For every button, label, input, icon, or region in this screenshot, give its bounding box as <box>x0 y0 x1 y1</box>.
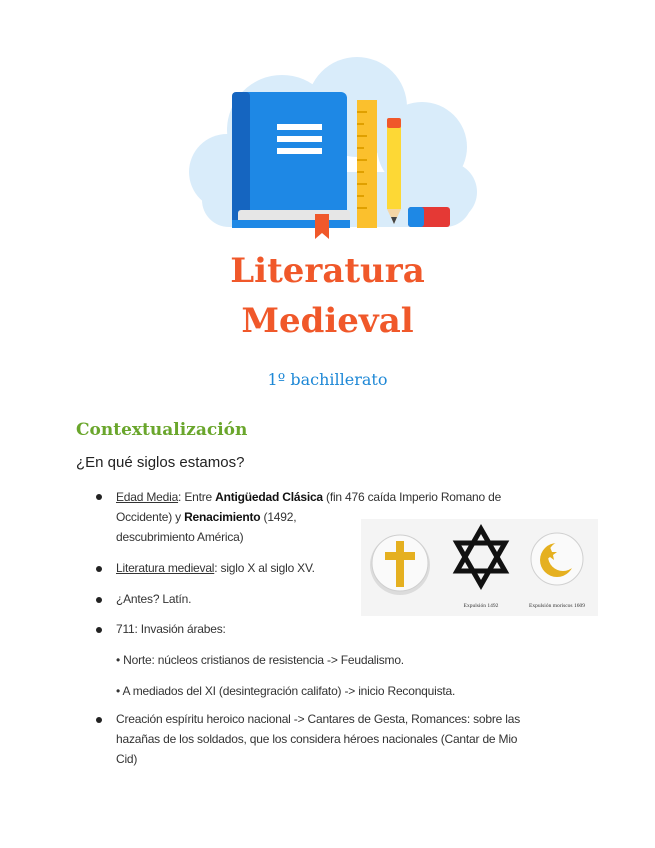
book-icon <box>232 92 350 239</box>
bullet-dot <box>96 627 102 633</box>
section-heading: Contextualización <box>76 420 248 440</box>
book-illustration <box>172 52 482 242</box>
caption-star: Expulsión 1492 <box>463 603 499 609</box>
text-fragment: : siglo X al siglo XV. <box>214 561 315 575</box>
bullet-line: Creación espíritu heroico nacional -> Cantares de Gesta, Romances: sobre las <box>116 712 521 726</box>
bullet-antes: ¿Antes? Latín. <box>116 592 192 606</box>
crescent-icon <box>531 533 583 585</box>
title-line-1: Literatura <box>230 251 425 291</box>
title-line-2: Medieval <box>241 301 414 341</box>
pencil-icon <box>387 118 401 224</box>
bullet-line: descubrimiento América) <box>116 530 244 544</box>
sub-bullet-reconquista: • A mediados del XI (desintegración califato) -> inicio Reconquista. <box>116 684 456 698</box>
religious-symbols-image <box>361 519 598 616</box>
term-edad-media: Edad Media <box>116 490 179 504</box>
question-text: ¿En qué siglos estamos? <box>76 454 245 471</box>
bullet-dot <box>96 717 102 723</box>
text-fragment: : Entre <box>178 490 216 504</box>
bullet-line: hazañas de los soldados, que los considera héroes nacionales (Cantar de Mio <box>116 732 518 746</box>
bullet-literatura-medieval <box>116 558 315 578</box>
eraser-icon <box>408 207 450 227</box>
subtitle: 1º bachillerato <box>267 370 388 389</box>
text-fragment: Occidente) y <box>116 510 185 524</box>
cross-icon <box>370 535 430 595</box>
bullet-dot <box>96 494 102 500</box>
bullet-dot <box>96 597 102 603</box>
bold-renacimiento: Renacimiento <box>184 510 261 524</box>
bullet-dot <box>96 566 102 572</box>
text-fragment: (1492, <box>260 510 297 524</box>
bullet-invasion: 711: Invasión árabes: <box>116 622 226 636</box>
caption-crescent: Expulsión moriscos 1609 <box>529 603 585 609</box>
text-fragment: (fin 476 caída Imperio Romano de <box>322 490 502 504</box>
bold-antiguedad: Antigüedad Clásica <box>215 490 323 504</box>
bullet-line: Cid) <box>116 752 138 766</box>
term-literatura-medieval: Literatura medieval <box>116 561 215 575</box>
bullet-line <box>116 487 536 507</box>
bullet-espiritu-heroico <box>116 709 576 769</box>
ruler-icon <box>357 100 377 228</box>
sub-bullet-norte: • Norte: núcleos cristianos de resistencia -> Feudalismo. <box>116 653 404 667</box>
